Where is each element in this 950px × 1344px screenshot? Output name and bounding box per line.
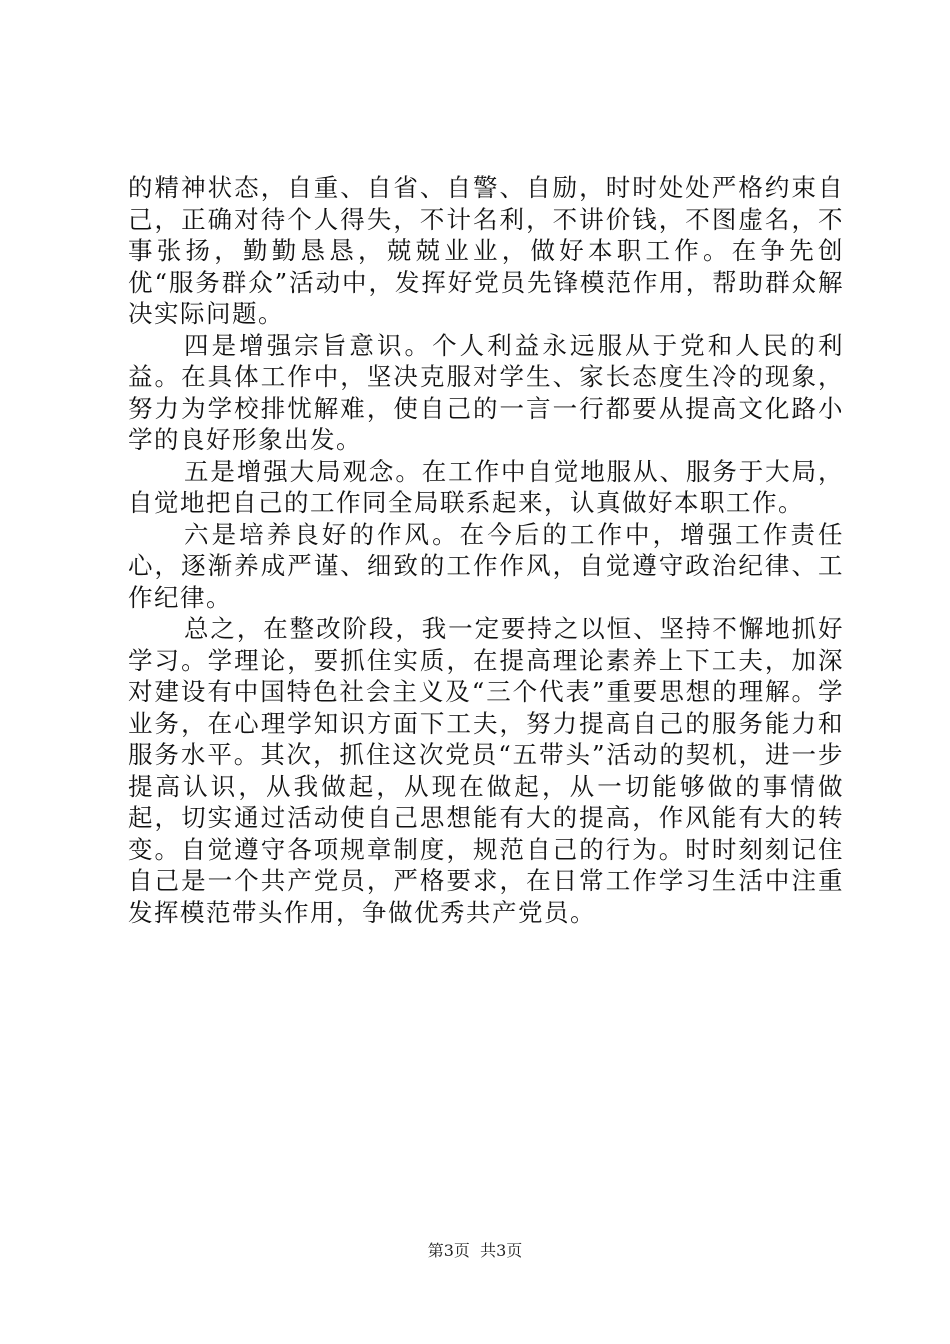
paragraph-point-five: 五是增强大局观念。在工作中自觉地服从、服务于大局，自觉地把自己的工作同全局联系起来，认真做好本职工作。 bbox=[128, 456, 844, 517]
paragraph-summary: 总之，在整改阶段，我一定要持之以恒、坚持不懈地抓好学习。学理论，要抓住实质，在提高理论素养上下工夫，加深对建设有中国特色社会主义及“三个代表”重要思想的理解。学业务，在心理学知识方面下工夫，努力提高自己的服务能力和服务水平。其次，抓住这次党员“五带头”活动的契机，进一步提高认识，从我做起，从现在做起，从一切能够做的事情做起，切实通过活动使自己思想能有大的提高，作风能有大的转变。自觉遵守各项规章制度，规范自己的行为。时时刻刻记住自己是一个共产党员，严格要求，在日常工作学习生活中注重发挥模范带头作用，争做优秀共产党员。 bbox=[128, 614, 844, 927]
paragraph-continuation: 的精神状态，自重、自省、自警、自励，时时处处严格约束自己，正确对待个人得失，不计名利，不讲价钱，不图虚名，不事张扬，勤勤恳恳，兢兢业业，做好本职工作。在争先创优“服务群众”活动中，发挥好党员先锋模范作用，帮助群众解决实际问题。 bbox=[128, 173, 844, 328]
document-body bbox=[128, 172, 844, 928]
paragraph-point-six: 六是培养良好的作风。在今后的工作中，增强工作责任心，逐渐养成严谨、细致的工作作风，自觉遵守政治纪律、工作纪律。 bbox=[128, 519, 844, 612]
page-number-footer: 第3页 共3页 bbox=[427, 1241, 523, 1260]
paragraph-point-four: 四是增强宗旨意识。个人利益永远服从于党和人民的利益。在具体工作中，坚决克服对学生、家长态度生冷的现象，努力为学校排忧解难，使自己的一言一行都要从提高文化路小学的良好形象出发。 bbox=[128, 330, 844, 454]
